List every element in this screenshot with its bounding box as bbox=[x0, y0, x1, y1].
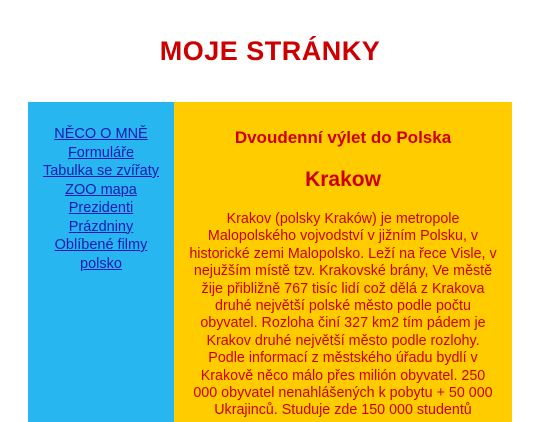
nav-link-zoo-mapa[interactable]: ZOO mapa bbox=[65, 181, 137, 198]
nav-link-tabulka-se-zviraty[interactable]: Tabulka se zvířaty bbox=[42, 163, 160, 179]
nav-link-oblibene-filmy[interactable]: Oblíbené filmy bbox=[54, 237, 148, 253]
content-heading: Krakow bbox=[305, 168, 381, 191]
nav-item bbox=[28, 162, 174, 181]
nav-item bbox=[28, 144, 174, 163]
nav-link-prezidenti[interactable]: Prezidenti bbox=[68, 200, 134, 216]
nav-item bbox=[28, 125, 174, 144]
nav-item bbox=[28, 181, 174, 200]
content-subtitle: Dvoudenní výlet do Polska bbox=[234, 128, 452, 147]
nav-link-formulare[interactable]: Formuláře bbox=[67, 144, 135, 161]
nav-link-neco-o-mne[interactable]: NĚCO O MNĚ bbox=[54, 126, 148, 142]
nav-item bbox=[28, 255, 174, 274]
sidebar-nav bbox=[28, 102, 174, 422]
article-paragraph: Krakov (polsky Kraków) je metropole Malopolského vojvodství v jižním Polsku, v historické zemi Malopolsko. Leží na řece Visle, v nejužším místě tzv. Krakovské brány, Ve městě žije přibližně 767 tisíc lidí což dělá z Krakova druhé největší polské město podle počtu obyvatel. Rozloha činí 327 km2 tím pádem je Krakov druhé největší město podle rozlohy. Podle informací z městského úřadu bydlí v Krakově něco málo přes milión obyvatel. 250 000 obyvatel nenahlášených k pobytu + 50 000 Ukrajinců. Studuje zde 150 000 studentů bbox=[189, 211, 497, 419]
nav-link-polsko[interactable]: polsko bbox=[80, 255, 122, 272]
nav-item bbox=[28, 199, 174, 218]
nav-item bbox=[28, 236, 174, 255]
nav-link-prazdniny[interactable]: Prázdniny bbox=[68, 218, 134, 235]
nav-item bbox=[28, 218, 174, 237]
nav-list bbox=[28, 125, 174, 273]
main-layout bbox=[28, 102, 512, 422]
main-content bbox=[174, 102, 512, 422]
site-title: MOJE STRÁNKY bbox=[159, 36, 381, 66]
